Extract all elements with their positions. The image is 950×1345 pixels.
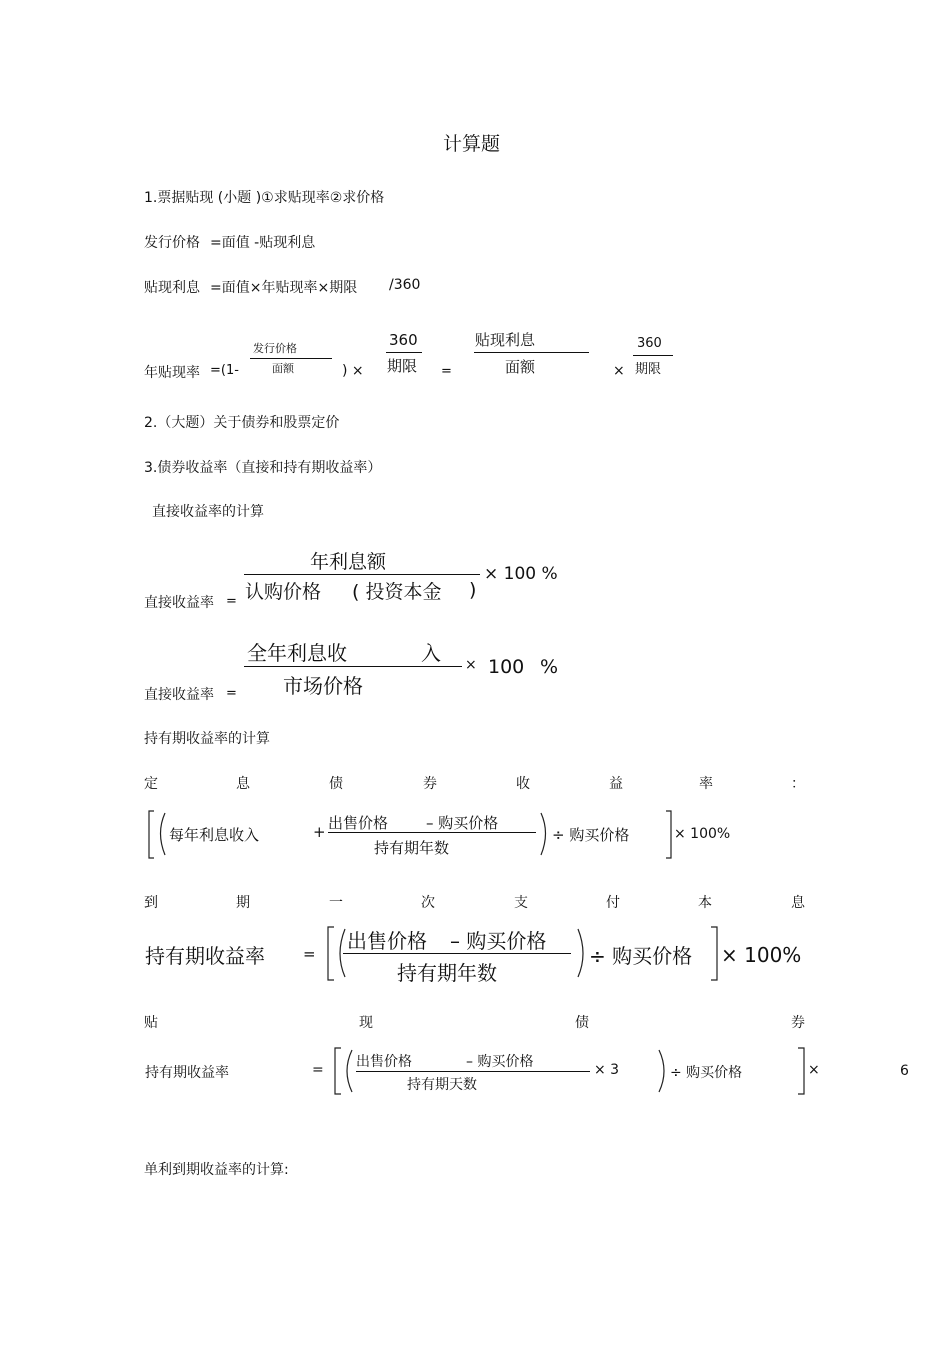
- maturity-heading-char: 支: [514, 895, 528, 911]
- fixed-fraction-line: [328, 832, 536, 833]
- rate-equals: =: [441, 364, 452, 379]
- fixed-numerator-buy: – 购买价格: [426, 814, 499, 832]
- discount-interest-label: 贴现利息: [144, 280, 200, 296]
- discount-heading-char: 现: [359, 1015, 373, 1031]
- fixed-heading-char: 率: [699, 776, 713, 792]
- fixed-plus: +: [313, 823, 326, 841]
- section-1-heading: 1.票据贴现 (小题 )①求贴现率②求价格: [144, 190, 385, 206]
- discount-interest-formula: =面值×年贴现率×期限: [210, 280, 358, 296]
- maturity-heading-char: 一: [329, 895, 343, 911]
- direct2-percent: %: [540, 656, 559, 678]
- fixed-heading-char: 益: [609, 776, 623, 792]
- discount-numerator-buy: – 购买价格: [466, 1054, 534, 1070]
- direct2-numerator-a: 全年利息收: [247, 641, 347, 665]
- rate-frac1-denominator: 面额: [272, 362, 294, 375]
- discount-divide-buy: ÷ 购买价格: [670, 1065, 743, 1081]
- rate-times-2: ×: [613, 363, 625, 379]
- direct2-times: ×: [465, 657, 477, 673]
- simple-yield-heading: 单利到期收益率的计算:: [144, 1162, 289, 1178]
- maturity-divide-buy: ÷ 购买价格: [589, 944, 693, 968]
- rate-frac4-numerator: 360: [637, 336, 662, 351]
- fixed-annual-income: 每年利息收入: [169, 826, 260, 844]
- fixed-times-100: × 100%: [674, 826, 731, 842]
- rate-frac3-numerator: 贴现利息: [475, 331, 536, 349]
- direct1-denominator-a: 认购价格: [245, 581, 322, 603]
- maturity-fraction-line: [343, 953, 571, 954]
- discount-numerator-sell: 出售价格: [356, 1054, 412, 1070]
- direct1-denominator-b: ( 投资本金: [352, 581, 442, 603]
- rate-frac2-numerator: 360: [389, 331, 418, 349]
- fixed-heading-char: 债: [329, 776, 343, 792]
- maturity-heading-char: 次: [421, 895, 435, 911]
- fixed-heading-char: ：: [791, 776, 805, 792]
- discount-label: 持有期收益率: [145, 1065, 229, 1081]
- direct2-100: 100: [488, 656, 525, 678]
- issue-price-formula: =面值 -贴现利息: [210, 235, 316, 251]
- discount-heading-char: 贴: [144, 1015, 158, 1031]
- fixed-denominator: 持有期年数: [374, 839, 450, 857]
- rate-frac2-denominator: 期限: [387, 357, 418, 375]
- discount-times-3: × 3: [594, 1062, 620, 1078]
- maturity-label: 持有期收益率: [145, 944, 265, 968]
- issue-price-label: 发行价格: [144, 235, 200, 251]
- direct2-numerator-b: 入: [421, 641, 441, 665]
- fixed-divide-buy: ÷ 购买价格: [552, 826, 630, 844]
- fixed-heading-char: 定: [144, 776, 158, 792]
- discount-interest-divisor: /360: [389, 277, 421, 293]
- maturity-heading-char: 期: [236, 895, 250, 911]
- annual-rate-label: 年贴现率: [144, 365, 200, 381]
- rate-close-times: ) ×: [342, 363, 364, 379]
- section-3-heading: 3.债券收益率（直接和持有期收益率）: [144, 460, 382, 476]
- maturity-heading-char: 息: [791, 895, 805, 911]
- discount-times: ×: [808, 1062, 820, 1078]
- direct1-times-100: × 100 %: [484, 564, 558, 584]
- holding-yield-heading: 持有期收益率的计算: [144, 731, 270, 747]
- direct2-denominator: 市场价格: [283, 674, 363, 698]
- direct1-numerator: 年利息额: [310, 551, 387, 573]
- fixed-numerator-sell: 出售价格: [328, 814, 389, 832]
- maturity-eq: =: [303, 945, 316, 963]
- fixed-heading-char: 券: [423, 776, 437, 792]
- direct1-denominator-c: ): [469, 579, 477, 601]
- maturity-times-100: × 100%: [721, 943, 802, 967]
- discount-six: 6: [900, 1063, 909, 1079]
- section-2-heading: 2.（大题）关于债券和股票定价: [144, 415, 340, 431]
- maturity-numerator-buy: – 购买价格: [450, 929, 547, 953]
- maturity-heading-char: 付: [606, 895, 620, 911]
- maturity-denominator: 持有期年数: [397, 961, 497, 985]
- page-title: 计算题: [443, 133, 501, 155]
- rate-frac3-denominator: 面额: [505, 358, 536, 376]
- direct-yield-eq-1: =: [226, 594, 237, 609]
- discount-heading-char: 券: [791, 1015, 805, 1031]
- fixed-heading-char: 收: [516, 776, 530, 792]
- direct-yield-label-1: 直接收益率: [144, 595, 214, 611]
- annual-rate-open: =(1-: [210, 363, 239, 378]
- maturity-heading-char: 到: [144, 895, 158, 911]
- rate-frac4-denominator: 期限: [635, 362, 662, 377]
- discount-eq: =: [312, 1062, 324, 1078]
- maturity-heading-char: 本: [698, 895, 712, 911]
- rate-frac1-numerator: 发行价格: [253, 342, 297, 355]
- maturity-numerator-sell: 出售价格: [347, 929, 427, 953]
- discount-fraction-line: [356, 1071, 590, 1072]
- discount-denominator: 持有期天数: [407, 1077, 477, 1093]
- direct-yield-heading: 直接收益率的计算: [152, 504, 264, 520]
- discount-heading-char: 债: [575, 1015, 589, 1031]
- direct-yield-eq-2: =: [226, 686, 237, 701]
- direct-yield-label-2: 直接收益率: [144, 687, 214, 703]
- fixed-heading-char: 息: [236, 776, 250, 792]
